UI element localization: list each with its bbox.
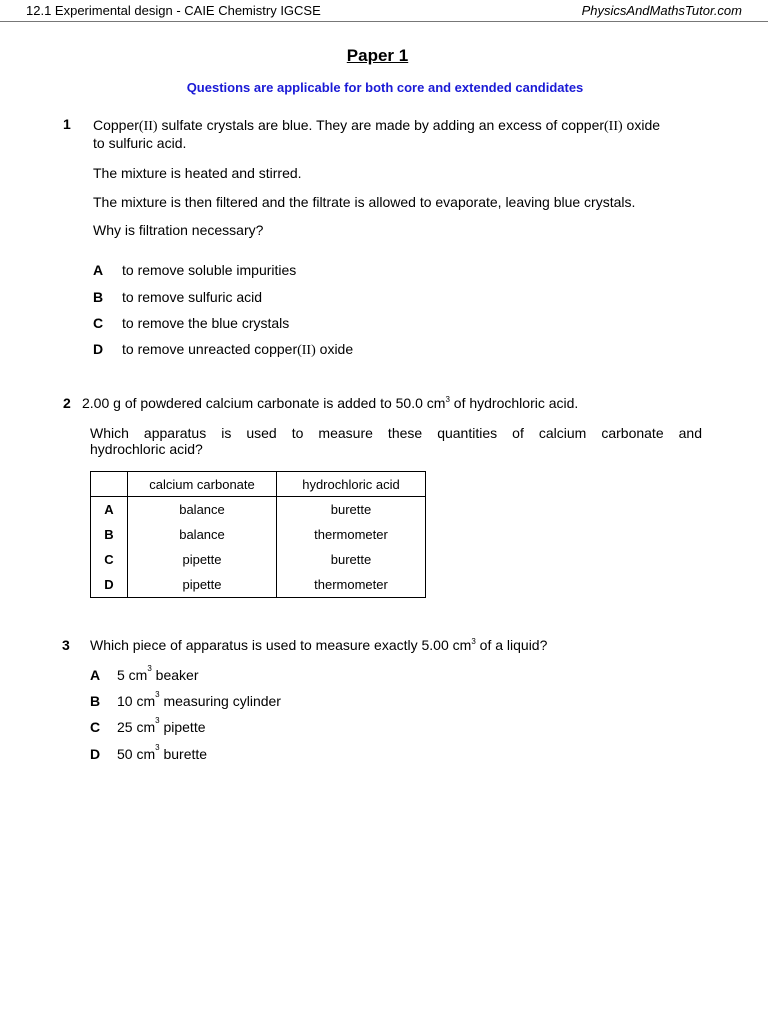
header-divider: [0, 21, 768, 22]
q3-option-a-letter[interactable]: A: [90, 667, 101, 683]
table-cell: balance: [128, 522, 277, 547]
table-row[interactable]: [91, 522, 426, 547]
table-cell: balance: [128, 497, 277, 523]
table-cell: thermometer: [277, 572, 426, 598]
q3-question: Which piece of apparatus is used to measure exactly 5.00 $cm^3$ of a liquid?: [90, 637, 548, 653]
table-row[interactable]: [91, 497, 426, 523]
table-row-letter: C: [91, 547, 128, 572]
q1-option-c-text[interactable]: to remove the blue crystals: [122, 315, 290, 331]
table-cell: pipette: [128, 547, 277, 572]
q3-option-b-letter[interactable]: B: [90, 693, 101, 709]
q2-question: Which apparatus is used to measure these quantities of calcium carbonate and hydrochloric acid?: [90, 425, 702, 457]
header-right-text: PhysicsAndMathsTutor.com: [581, 3, 742, 18]
table-cell: thermometer: [277, 522, 426, 547]
q1-para-filtered: The mixture is then filtered and the filtrate is allowed to evaporate, leaving blue crystals.: [93, 194, 636, 210]
table-row-letter: D: [91, 572, 128, 598]
table-header-blank: [91, 472, 128, 497]
q3-option-c-letter[interactable]: C: [90, 719, 101, 735]
q1-number: 1: [63, 116, 71, 132]
q3-option-b-text[interactable]: 10 $cm^3$ measuring cylinder: [117, 690, 281, 709]
q3-option-d-text[interactable]: 50 $cm^3$ burette: [117, 743, 208, 762]
q1-option-d-text[interactable]: to remove unreacted copper(II) oxide: [122, 341, 354, 358]
q3-option-a-text[interactable]: 5 $cm^3$ beaker: [117, 664, 199, 683]
q1-option-d-letter[interactable]: D: [93, 341, 104, 357]
table-header-calcium-carbonate: calcium carbonate: [128, 472, 277, 497]
header-left-text: 12.1 Experimental design - CAIE Chemistry IGCSE: [26, 3, 321, 18]
q1-option-a-letter[interactable]: A: [93, 262, 104, 278]
q1-intro: Copper(II) sulfate crystals are blue. They are made by adding an excess of copper(II) oxide to sulfuric acid.: [93, 117, 661, 151]
q1-option-a-text[interactable]: to remove soluble impurities: [122, 262, 297, 278]
table-header-row: [91, 472, 426, 497]
q1-para-heated: The mixture is heated and stirred.: [93, 165, 302, 181]
q2-intro: 2.00 g of powdered calcium carbonate is added to 50.0 $cm^3$ of hydrochloric acid.: [82, 395, 579, 411]
q3-number: 3: [62, 637, 70, 653]
table-row[interactable]: [91, 547, 426, 572]
q1-question: Why is filtration necessary?: [93, 222, 264, 238]
q1-option-c-letter[interactable]: C: [93, 315, 104, 331]
q3-option-d-letter[interactable]: D: [90, 746, 101, 762]
table-cell: pipette: [128, 572, 277, 598]
q1-option-b-letter[interactable]: B: [93, 289, 104, 305]
q3-option-c-text[interactable]: 25 $cm^3$ pipette: [117, 716, 206, 735]
table-row-letter: A: [91, 497, 128, 523]
q1-option-b-text[interactable]: to remove sulfuric acid: [122, 289, 263, 305]
table-cell: burette: [277, 497, 426, 523]
table-header-hydrochloric-acid: hydrochloric acid: [277, 472, 426, 497]
q2-number: 2: [63, 395, 71, 411]
page-title: Paper 1: [346, 46, 409, 65]
page-subtitle: Questions are applicable for both core and extended candidates: [186, 80, 584, 95]
table-cell: burette: [277, 547, 426, 572]
q2-apparatus-table: [90, 471, 426, 598]
table-row[interactable]: [91, 572, 426, 598]
table-row-letter: B: [91, 522, 128, 547]
